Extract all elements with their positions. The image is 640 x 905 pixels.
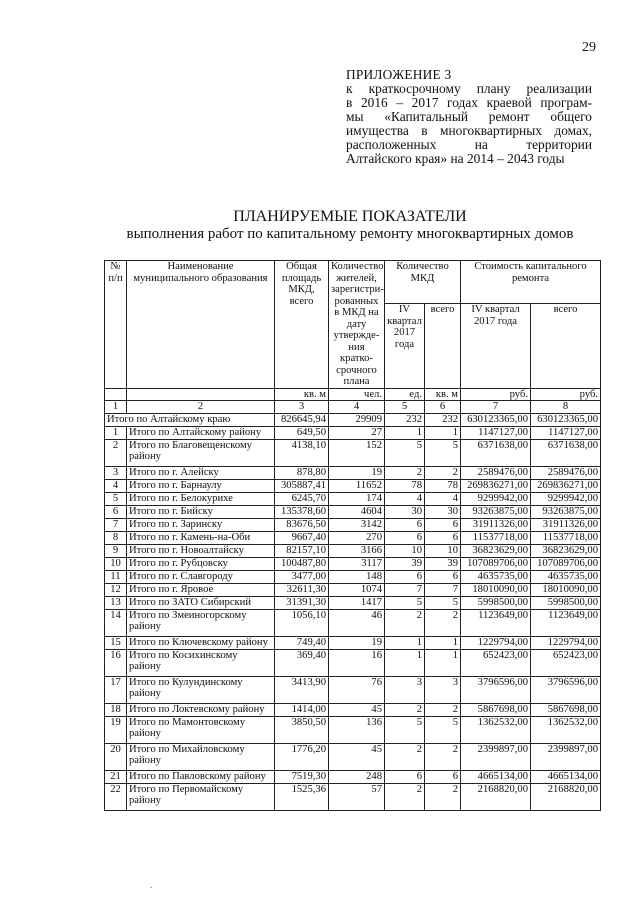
row-name: Итого по г. Новоалтайску bbox=[127, 544, 275, 557]
row-residents: 174 bbox=[329, 492, 385, 505]
row-area: 1525,36 bbox=[275, 783, 329, 810]
row-area: 1056,10 bbox=[275, 609, 329, 636]
total-row bbox=[105, 413, 601, 426]
row-mkd-q4: 6 bbox=[385, 770, 425, 783]
row-no: 13 bbox=[105, 596, 127, 609]
row-cost-total: 5867698,00 bbox=[531, 703, 601, 716]
row-mkd-total: 6 bbox=[425, 770, 461, 783]
row-mkd-q4: 5 bbox=[385, 716, 425, 743]
col-number: 3 bbox=[275, 401, 329, 414]
row-area: 3413,90 bbox=[275, 676, 329, 703]
col-number: 1 bbox=[105, 401, 127, 414]
row-residents: 148 bbox=[329, 570, 385, 583]
row-no: 17 bbox=[105, 676, 127, 703]
row-residents: 3166 bbox=[329, 544, 385, 557]
row-cost-q4: 18010090,00 bbox=[461, 583, 531, 596]
appendix-line: к краткосрочному плану реализации bbox=[346, 81, 592, 96]
row-residents: 45 bbox=[329, 743, 385, 770]
row-residents: 248 bbox=[329, 770, 385, 783]
row-residents: 4604 bbox=[329, 505, 385, 518]
row-cost-total: 4635735,00 bbox=[531, 570, 601, 583]
row-cost-total: 1123649,00 bbox=[531, 609, 601, 636]
document-heading bbox=[100, 208, 600, 243]
row-mkd-total: 2 bbox=[425, 783, 461, 810]
row-area: 7519,30 bbox=[275, 770, 329, 783]
row-name: Итого по Алтайскому району bbox=[127, 426, 275, 439]
col-number: 5 bbox=[385, 401, 425, 414]
table-row bbox=[105, 439, 601, 466]
table-row bbox=[105, 743, 601, 770]
header-cost-total: всего bbox=[531, 304, 601, 388]
row-area: 31391,30 bbox=[275, 596, 329, 609]
row-no: 22 bbox=[105, 783, 127, 810]
row-mkd-q4: 1 bbox=[385, 649, 425, 676]
table-row bbox=[105, 649, 601, 676]
row-mkd-total: 6 bbox=[425, 570, 461, 583]
row-cost-q4: 36823629,00 bbox=[461, 544, 531, 557]
row-area: 9667,40 bbox=[275, 531, 329, 544]
row-mkd-total: 2 bbox=[425, 703, 461, 716]
row-cost-q4: 652423,00 bbox=[461, 649, 531, 676]
total-cost-q4: 630123365,00 bbox=[461, 413, 531, 426]
row-cost-total: 1147127,00 bbox=[531, 426, 601, 439]
header-mkd-q4: IV квартал 2017 года bbox=[385, 304, 425, 388]
row-no: 18 bbox=[105, 703, 127, 716]
table-row bbox=[105, 596, 601, 609]
row-cost-q4: 5867698,00 bbox=[461, 703, 531, 716]
row-cost-total: 2589476,00 bbox=[531, 466, 601, 479]
appendix-line: расположенных на территории bbox=[346, 137, 592, 152]
table-row bbox=[105, 518, 601, 531]
table-row bbox=[105, 783, 601, 810]
row-mkd-q4: 1 bbox=[385, 426, 425, 439]
row-mkd-q4: 7 bbox=[385, 583, 425, 596]
row-area: 649,50 bbox=[275, 426, 329, 439]
col-number: 2 bbox=[127, 401, 275, 414]
row-name: Итого по г. Рубцовску bbox=[127, 557, 275, 570]
row-name: Итого по Первомайскому району bbox=[127, 783, 275, 810]
row-cost-q4: 107089706,00 bbox=[461, 557, 531, 570]
row-cost-q4: 269836271,00 bbox=[461, 479, 531, 492]
row-cost-q4: 5998500,00 bbox=[461, 596, 531, 609]
row-mkd-total: 2 bbox=[425, 743, 461, 770]
row-cost-total: 4665134,00 bbox=[531, 770, 601, 783]
header-name: Наименование муниципального образования bbox=[127, 261, 275, 389]
row-mkd-total: 4 bbox=[425, 492, 461, 505]
row-residents: 270 bbox=[329, 531, 385, 544]
row-cost-q4: 1229794,00 bbox=[461, 636, 531, 649]
total-mkd-total: 232 bbox=[425, 413, 461, 426]
row-cost-total: 36823629,00 bbox=[531, 544, 601, 557]
row-mkd-total: 78 bbox=[425, 479, 461, 492]
row-cost-q4: 2168820,00 bbox=[461, 783, 531, 810]
table-row bbox=[105, 479, 601, 492]
row-cost-total: 652423,00 bbox=[531, 649, 601, 676]
total-mkd-q4: 232 bbox=[385, 413, 425, 426]
row-residents: 3117 bbox=[329, 557, 385, 570]
document-subtitle: выполнения работ по капитальному ремонту многоквартирных домов bbox=[126, 226, 574, 242]
row-mkd-total: 1 bbox=[425, 649, 461, 676]
row-area: 1414,00 bbox=[275, 703, 329, 716]
table-row bbox=[105, 770, 601, 783]
row-residents: 1417 bbox=[329, 596, 385, 609]
row-residents: 19 bbox=[329, 466, 385, 479]
unit-cell: руб. bbox=[461, 388, 531, 401]
row-name: Итого по г. Заринску bbox=[127, 518, 275, 531]
row-mkd-q4: 1 bbox=[385, 636, 425, 649]
row-no: 5 bbox=[105, 492, 127, 505]
row-area: 100487,80 bbox=[275, 557, 329, 570]
table-row bbox=[105, 570, 601, 583]
col-number: 7 bbox=[461, 401, 531, 414]
row-mkd-q4: 6 bbox=[385, 531, 425, 544]
row-name: Итого по Михайловскому району bbox=[127, 743, 275, 770]
row-mkd-total: 5 bbox=[425, 439, 461, 466]
table-row bbox=[105, 636, 601, 649]
header-mkd-group: Количество МКД bbox=[385, 261, 461, 304]
row-cost-total: 2399897,00 bbox=[531, 743, 601, 770]
row-residents: 11652 bbox=[329, 479, 385, 492]
row-name: Итого по Кулундинскому району bbox=[127, 676, 275, 703]
row-mkd-q4: 4 bbox=[385, 492, 425, 505]
row-area: 1776,20 bbox=[275, 743, 329, 770]
row-mkd-total: 3 bbox=[425, 676, 461, 703]
row-mkd-total: 6 bbox=[425, 531, 461, 544]
row-no: 21 bbox=[105, 770, 127, 783]
row-residents: 76 bbox=[329, 676, 385, 703]
unit-cell bbox=[105, 388, 127, 401]
unit-cell: руб. bbox=[531, 388, 601, 401]
row-mkd-q4: 2 bbox=[385, 703, 425, 716]
appendix-block bbox=[346, 68, 592, 166]
row-cost-q4: 4665134,00 bbox=[461, 770, 531, 783]
row-name: Итого по Змеиногорскому району bbox=[127, 609, 275, 636]
row-area: 3477,00 bbox=[275, 570, 329, 583]
row-area: 3850,50 bbox=[275, 716, 329, 743]
row-name: Итого по ЗАТО Сибирский bbox=[127, 596, 275, 609]
row-residents: 46 bbox=[329, 609, 385, 636]
row-residents: 19 bbox=[329, 636, 385, 649]
unit-cell: чел. bbox=[329, 388, 385, 401]
row-mkd-q4: 2 bbox=[385, 466, 425, 479]
row-mkd-q4: 5 bbox=[385, 596, 425, 609]
row-mkd-total: 39 bbox=[425, 557, 461, 570]
row-area: 305887,41 bbox=[275, 479, 329, 492]
row-mkd-q4: 5 bbox=[385, 439, 425, 466]
row-cost-q4: 11537718,00 bbox=[461, 531, 531, 544]
scan-mark: . bbox=[150, 880, 153, 891]
row-cost-q4: 6371638,00 bbox=[461, 439, 531, 466]
unit-cell: кв. м bbox=[275, 388, 329, 401]
row-no: 3 bbox=[105, 466, 127, 479]
row-area: 6245,70 bbox=[275, 492, 329, 505]
row-no: 1 bbox=[105, 426, 127, 439]
row-name: Итого по Мамонтовскому району bbox=[127, 716, 275, 743]
row-mkd-q4: 39 bbox=[385, 557, 425, 570]
row-mkd-q4: 2 bbox=[385, 743, 425, 770]
unit-cell bbox=[127, 388, 275, 401]
unit-cell: ед. bbox=[385, 388, 425, 401]
row-name: Итого по Локтевскому району bbox=[127, 703, 275, 716]
row-no: 10 bbox=[105, 557, 127, 570]
header-area: Общая площадь МКД, всего bbox=[275, 261, 329, 389]
table-row bbox=[105, 609, 601, 636]
row-cost-total: 107089706,00 bbox=[531, 557, 601, 570]
row-mkd-total: 5 bbox=[425, 716, 461, 743]
col-number: 6 bbox=[425, 401, 461, 414]
row-cost-total: 2168820,00 bbox=[531, 783, 601, 810]
row-no: 6 bbox=[105, 505, 127, 518]
col-number: 8 bbox=[531, 401, 601, 414]
row-cost-q4: 4635735,00 bbox=[461, 570, 531, 583]
row-cost-q4: 9299942,00 bbox=[461, 492, 531, 505]
row-cost-total: 1362532,00 bbox=[531, 716, 601, 743]
appendix-title: ПРИЛОЖЕНИЕ 3 bbox=[346, 67, 452, 82]
table-row bbox=[105, 583, 601, 596]
row-mkd-q4: 3 bbox=[385, 676, 425, 703]
document-title: ПЛАНИРУЕМЫЕ ПОКАЗАТЕЛИ bbox=[233, 208, 467, 225]
row-mkd-q4: 6 bbox=[385, 570, 425, 583]
row-area: 32611,30 bbox=[275, 583, 329, 596]
total-area: 826645,94 bbox=[275, 413, 329, 426]
row-name: Итого по Благовещенскому району bbox=[127, 439, 275, 466]
row-name: Итого по Косихинскому району bbox=[127, 649, 275, 676]
row-area: 82157,10 bbox=[275, 544, 329, 557]
row-cost-q4: 2399897,00 bbox=[461, 743, 531, 770]
row-area: 749,40 bbox=[275, 636, 329, 649]
row-mkd-total: 1 bbox=[425, 426, 461, 439]
row-residents: 16 bbox=[329, 649, 385, 676]
units-row bbox=[105, 388, 601, 401]
row-cost-total: 1229794,00 bbox=[531, 636, 601, 649]
appendix-line: в 2016 – 2017 годах краевой програм- bbox=[346, 95, 592, 110]
row-cost-total: 11537718,00 bbox=[531, 531, 601, 544]
row-no: 7 bbox=[105, 518, 127, 531]
total-cost-total: 630123365,00 bbox=[531, 413, 601, 426]
page-number: 29 bbox=[582, 40, 596, 55]
row-no: 8 bbox=[105, 531, 127, 544]
row-no: 2 bbox=[105, 439, 127, 466]
row-mkd-q4: 2 bbox=[385, 783, 425, 810]
row-residents: 45 bbox=[329, 703, 385, 716]
col-number: 4 bbox=[329, 401, 385, 414]
table-row bbox=[105, 716, 601, 743]
row-residents: 136 bbox=[329, 716, 385, 743]
row-cost-q4: 3796596,00 bbox=[461, 676, 531, 703]
row-residents: 57 bbox=[329, 783, 385, 810]
table-row bbox=[105, 544, 601, 557]
row-cost-total: 31911326,00 bbox=[531, 518, 601, 531]
row-mkd-total: 10 bbox=[425, 544, 461, 557]
row-name: Итого по г. Барнаулу bbox=[127, 479, 275, 492]
table-row bbox=[105, 703, 601, 716]
row-name: Итого по Павловскому району bbox=[127, 770, 275, 783]
table-row bbox=[105, 466, 601, 479]
row-name: Итого по г. Славгороду bbox=[127, 570, 275, 583]
row-cost-total: 269836271,00 bbox=[531, 479, 601, 492]
row-mkd-total: 2 bbox=[425, 466, 461, 479]
table-row bbox=[105, 676, 601, 703]
row-cost-q4: 1123649,00 bbox=[461, 609, 531, 636]
table-row bbox=[105, 531, 601, 544]
row-name: Итого по г. Алейску bbox=[127, 466, 275, 479]
row-area: 4138,10 bbox=[275, 439, 329, 466]
row-mkd-total: 6 bbox=[425, 518, 461, 531]
row-cost-q4: 93263875,00 bbox=[461, 505, 531, 518]
row-no: 14 bbox=[105, 609, 127, 636]
appendix-line: мы «Капитальный ремонт общего bbox=[346, 109, 592, 124]
header-mkd-total: всего bbox=[425, 304, 461, 388]
row-area: 135378,60 bbox=[275, 505, 329, 518]
row-cost-total: 3796596,00 bbox=[531, 676, 601, 703]
row-no: 12 bbox=[105, 583, 127, 596]
row-cost-q4: 1362532,00 bbox=[461, 716, 531, 743]
row-area: 83676,50 bbox=[275, 518, 329, 531]
row-name: Итого по г. Бийску bbox=[127, 505, 275, 518]
row-name: Итого по г. Яровое bbox=[127, 583, 275, 596]
row-no: 11 bbox=[105, 570, 127, 583]
row-cost-total: 6371638,00 bbox=[531, 439, 601, 466]
row-area: 369,40 bbox=[275, 649, 329, 676]
row-mkd-q4: 30 bbox=[385, 505, 425, 518]
row-mkd-total: 2 bbox=[425, 609, 461, 636]
row-no: 16 bbox=[105, 649, 127, 676]
row-residents: 27 bbox=[329, 426, 385, 439]
row-name: Итого по г. Белокурихе bbox=[127, 492, 275, 505]
row-residents: 1074 bbox=[329, 583, 385, 596]
row-mkd-total: 30 bbox=[425, 505, 461, 518]
table-row bbox=[105, 426, 601, 439]
row-mkd-total: 1 bbox=[425, 636, 461, 649]
row-residents: 152 bbox=[329, 439, 385, 466]
total-residents: 29909 bbox=[329, 413, 385, 426]
total-name: Итого по Алтайскому краю bbox=[105, 413, 275, 426]
table-row bbox=[105, 505, 601, 518]
row-no: 15 bbox=[105, 636, 127, 649]
row-name: Итого по Ключевскому району bbox=[127, 636, 275, 649]
header-no: № п/п bbox=[105, 261, 127, 389]
row-no: 9 bbox=[105, 544, 127, 557]
row-cost-total: 5998500,00 bbox=[531, 596, 601, 609]
row-name: Итого по г. Камень-на-Оби bbox=[127, 531, 275, 544]
row-mkd-q4: 10 bbox=[385, 544, 425, 557]
row-cost-total: 9299942,00 bbox=[531, 492, 601, 505]
row-mkd-total: 5 bbox=[425, 596, 461, 609]
header-residents: Количество жителей, зарегистри-рованных в МКД на дату утвержде-ния кратко-срочного плана bbox=[329, 261, 385, 389]
row-no: 20 bbox=[105, 743, 127, 770]
row-no: 19 bbox=[105, 716, 127, 743]
header-cost-group: Стоимость капитального ремонта bbox=[461, 261, 601, 304]
row-no: 4 bbox=[105, 479, 127, 492]
table-row bbox=[105, 492, 601, 505]
row-mkd-q4: 6 bbox=[385, 518, 425, 531]
row-residents: 3142 bbox=[329, 518, 385, 531]
row-cost-total: 93263875,00 bbox=[531, 505, 601, 518]
column-numbers-row bbox=[105, 401, 601, 414]
appendix-line: Алтайского края» на 2014 – 2043 годы bbox=[346, 151, 565, 166]
header-cost-q4: IV квартал 2017 года bbox=[461, 304, 531, 388]
row-cost-q4: 2589476,00 bbox=[461, 466, 531, 479]
row-mkd-total: 7 bbox=[425, 583, 461, 596]
row-cost-q4: 1147127,00 bbox=[461, 426, 531, 439]
row-mkd-q4: 2 bbox=[385, 609, 425, 636]
row-cost-total: 18010090,00 bbox=[531, 583, 601, 596]
appendix-line: имущества в многоквартирных домах, bbox=[346, 123, 592, 138]
row-area: 878,80 bbox=[275, 466, 329, 479]
header-row bbox=[105, 261, 601, 304]
row-cost-q4: 31911326,00 bbox=[461, 518, 531, 531]
indicators-table bbox=[104, 260, 601, 811]
row-mkd-q4: 78 bbox=[385, 479, 425, 492]
unit-cell: кв. м bbox=[425, 388, 461, 401]
table-row bbox=[105, 557, 601, 570]
